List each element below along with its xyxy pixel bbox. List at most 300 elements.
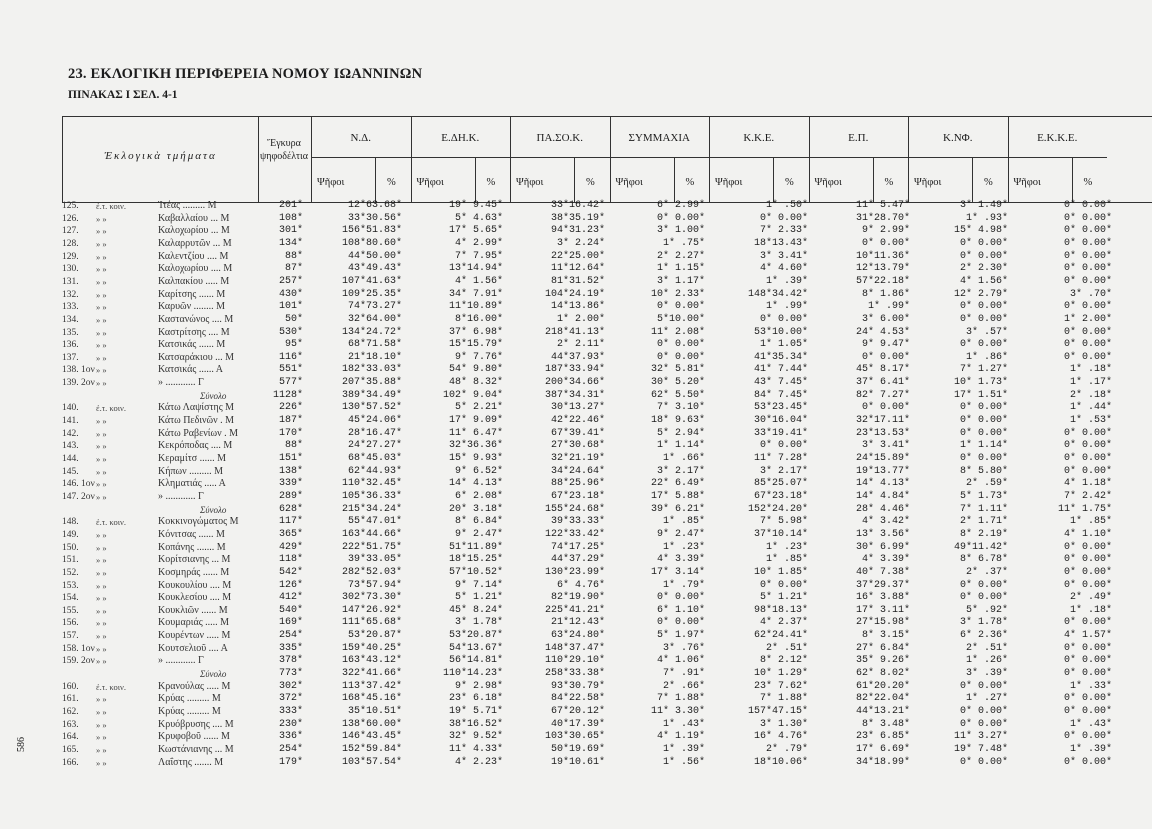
cell-ekke: 0* 0.00* [1063, 200, 1112, 211]
cell-pasok: 19*10.61* [550, 756, 605, 768]
section-type: ἐ.τ. κοιν. [96, 403, 126, 414]
cell-ep: 23*13.53* [855, 427, 910, 439]
percent-subheader: % [387, 177, 396, 188]
table-row [0, 213, 1152, 225]
cell-kke: 148*34.42* [747, 288, 808, 300]
section-name: Κατσαράκιου ... Μ [158, 351, 235, 363]
cell-valid: 88* [284, 440, 303, 452]
cell-pasok: 104*24.19* [544, 288, 605, 300]
cell-knf: 5* .92* [965, 604, 1008, 616]
cell-ekke: 2* .49* [1069, 592, 1112, 604]
cell-kke: 43* 7.45* [753, 377, 808, 389]
section-type: » » [96, 719, 107, 730]
percent-subheader: % [785, 177, 794, 188]
section-number: 146. 1ον [62, 479, 95, 490]
table-row [0, 314, 1152, 326]
cell-knf: 0* 0.00* [959, 718, 1008, 730]
section-type: » » [96, 251, 107, 262]
cell-ep: 34*18.99* [855, 756, 910, 768]
cell-nd: 207*35.88* [341, 377, 402, 389]
cell-knf: 3* 1.78* [959, 617, 1008, 629]
cell-symm: 3* 2.17* [656, 465, 705, 477]
cell-valid: 254* [278, 630, 303, 642]
table-row [0, 744, 1152, 756]
cell-valid: 302* [278, 680, 303, 692]
cell-ekke: 0* 0.00* [1063, 554, 1112, 566]
cell-ep: 37* 6.41* [855, 377, 910, 389]
cell-pasok: 67*39.41* [550, 427, 605, 439]
section-number: 139. 2ον [62, 378, 95, 389]
cell-ep: 28* 4.46* [855, 503, 910, 515]
cell-kke: 7* 2.33* [759, 225, 808, 237]
section-type: » » [96, 416, 107, 427]
table-row [0, 630, 1152, 642]
cell-knf: 0* 0.00* [959, 402, 1008, 414]
cell-symm: 7* 3.10* [656, 402, 705, 414]
section-type: » » [96, 744, 107, 755]
cell-ep: 31*28.70* [855, 212, 910, 224]
cell-ep: 4* 3.39* [861, 554, 910, 566]
cell-edik: 53*20.87* [448, 630, 503, 642]
cell-pasok: 2* 2.11* [556, 339, 605, 351]
cell-ekke: 1* .18* [1069, 604, 1112, 616]
cell-kke: 1* .50* [765, 200, 808, 211]
cell-ekke: 1* .43* [1069, 718, 1112, 730]
cell-nd: 45*24.06* [347, 415, 402, 427]
cell-edik: 20* 3.18* [448, 503, 503, 515]
percent-subheader: % [1083, 177, 1093, 188]
cell-nd: 44*50.00* [347, 250, 402, 262]
section-number: 155. [62, 605, 79, 616]
cell-edik: 13*14.94* [448, 263, 503, 275]
cell-nd: 182*33.03* [341, 364, 402, 376]
cell-valid: 335* [278, 642, 303, 654]
cell-nd: 113*37.42* [341, 680, 402, 692]
section-name: Καλοχωρίου .... Μ [158, 263, 233, 275]
cell-symm: 0* 0.00* [656, 339, 705, 351]
section-type: » » [96, 618, 107, 629]
section-type: » » [96, 466, 107, 477]
section-type: » » [96, 732, 107, 743]
cell-knf: 5* 1.73* [959, 490, 1008, 502]
cell-ep: 17* 6.69* [855, 743, 910, 755]
subcolumn-divider [574, 157, 575, 202]
cell-symm: 5* 1.97* [656, 630, 705, 642]
section-number: 153. [62, 580, 79, 591]
cell-valid: 108* [278, 212, 303, 224]
section-number: 131. [62, 276, 79, 287]
cell-edik: 9* 7.14* [454, 579, 503, 591]
cell-knf: 0* 0.00* [959, 706, 1008, 717]
cell-symm: 2* .66* [662, 680, 705, 692]
cell-kke: 16* 4.76* [753, 731, 808, 743]
cell-ep: 8* 3.48* [861, 718, 910, 730]
cell-ep: 37*29.37* [855, 579, 910, 591]
table-row [0, 301, 1152, 313]
section-name: Κάτω Λαψίστης Μ [158, 402, 235, 414]
header-divider [1008, 157, 1108, 158]
cell-symm: 18* 9.63* [650, 415, 705, 427]
cell-ekke: 3* .70* [1069, 288, 1112, 300]
cell-valid: 339* [278, 478, 303, 490]
section-type: » » [96, 378, 107, 389]
cell-edik: 15* 9.93* [448, 453, 503, 464]
cell-symm: 11* 2.08* [650, 326, 705, 338]
cell-valid: 365* [278, 528, 303, 540]
cell-ekke: 2* .18* [1069, 389, 1112, 401]
table-row [0, 402, 1152, 414]
cell-pasok: 40*17.39* [550, 718, 605, 730]
table-row [0, 757, 1152, 769]
cell-ep: 0* 0.00* [861, 402, 910, 414]
table-row [0, 542, 1152, 554]
cell-pasok: 93*30.79* [550, 680, 605, 692]
percent-subheader: % [884, 177, 894, 188]
cell-symm: 1* .43* [662, 718, 705, 730]
cell-nd: 105*36.33* [341, 490, 402, 502]
section-name: Κωστάνιανης ... Μ [158, 743, 234, 755]
cell-edik: 17* 5.65* [448, 225, 503, 237]
cell-valid: 412* [278, 592, 303, 604]
section-number: 126. [62, 213, 79, 224]
cell-symm: 1* .56* [662, 756, 705, 768]
cell-nd: 163*44.66* [341, 528, 402, 540]
party-header: ΣΥΜΜΑΧΙΑ [628, 132, 690, 144]
section-number: 163. [62, 719, 79, 730]
section-type: » » [96, 593, 107, 604]
cell-ep: 17* 3.11* [855, 604, 910, 616]
section-name: Κουκλεσίου .... Μ [158, 592, 232, 604]
cell-pasok: 21*12.43* [550, 617, 605, 629]
cell-ekke: 0* 0.00* [1063, 212, 1112, 224]
cell-kke: 67*23.18* [753, 490, 808, 502]
cell-kke: 1* .39* [765, 275, 808, 287]
cell-pasok: 39*33.33* [550, 516, 605, 528]
cell-edik: 37* 6.98* [448, 326, 503, 338]
subcolumn-divider [1072, 157, 1073, 202]
cell-pasok: 200*34.66* [544, 377, 605, 389]
header-divider [411, 157, 511, 158]
cell-pasok: 30*13.27* [550, 402, 605, 414]
cell-edik: 6* 2.08* [454, 490, 503, 502]
party-header: Ε.Κ.Κ.Ε. [1037, 132, 1078, 144]
section-number: 166. [62, 757, 79, 768]
cell-nd: 282*52.03* [341, 566, 402, 578]
cell-kke: 33*19.41* [753, 427, 808, 439]
cell-ekke: 0* 0.00* [1063, 693, 1112, 705]
section-name: Καρυῶν ........ Μ [158, 301, 226, 313]
section-number: 165. [62, 744, 79, 755]
cell-nd: 111*65.68* [341, 617, 402, 629]
section-number: 154. [62, 593, 79, 604]
cell-edik: 11*10.89* [448, 301, 503, 313]
cell-ep: 13* 3.56* [855, 528, 910, 540]
section-name: Καλαρρυτῶν ... Μ [158, 237, 232, 249]
cell-symm: 0* 0.00* [656, 592, 705, 604]
cell-kke: 3* 3.41* [759, 250, 808, 262]
cell-edik: 102* 9.04* [442, 389, 503, 401]
cell-ekke: 4* 1.57* [1063, 630, 1112, 642]
cell-kke: 2* .51* [765, 642, 808, 654]
cell-symm: 3* 1.00* [656, 225, 705, 237]
cell-pasok: 14*13.86* [550, 301, 605, 313]
column-divider [809, 117, 810, 202]
section-type: » » [96, 226, 107, 237]
cell-kke: 0* 0.00* [759, 313, 808, 325]
section-number: 151. [62, 555, 79, 566]
cell-pasok: 38*35.19* [550, 212, 605, 224]
cell-nd: 53*20.87* [347, 630, 402, 642]
column-divider [709, 117, 710, 202]
cell-nd: 12*63.68* [347, 200, 402, 211]
cell-valid: 429* [278, 541, 303, 553]
section-name: Κάτω Ραβενίων . Μ [158, 427, 238, 439]
cell-nd: 215*34.24* [341, 503, 402, 515]
cell-nd: 62*44.93* [347, 465, 402, 477]
cell-kke: 18*13.43* [753, 237, 808, 249]
votes-subheader: Ψῆφοι [516, 177, 544, 188]
cell-valid: 540* [278, 604, 303, 616]
cell-ep: 45* 8.17* [855, 364, 910, 376]
cell-edik: 32*36.36* [448, 440, 503, 452]
cell-valid: 116* [278, 351, 303, 363]
section-name: Κρυόβρυσης .... Μ [158, 718, 234, 730]
party-header: ΠΑ.ΣΟ.Κ. [536, 132, 583, 144]
cell-nd: 159*40.25* [341, 642, 402, 654]
section-number: 152. [62, 567, 79, 578]
table-row [0, 200, 1152, 212]
cell-pasok: 122*33.42* [544, 528, 605, 540]
section-number: 150. [62, 542, 79, 553]
table-row [0, 516, 1152, 528]
cell-nd: 130*57.52* [341, 402, 402, 414]
cell-ekke: 7* 2.42* [1063, 490, 1112, 502]
cell-nd: 152*59.84* [341, 743, 402, 755]
cell-valid: 430* [278, 288, 303, 300]
section-name: Κουρέντων ..... Μ [158, 630, 231, 642]
cell-ep: 0* 0.00* [861, 351, 910, 363]
cell-valid: 577* [278, 377, 303, 389]
cell-ekke: 1* .17* [1069, 377, 1112, 389]
cell-nd: 55*47.01* [347, 516, 402, 528]
cell-ep: 40* 7.38* [855, 566, 910, 578]
section-number: 145. [62, 466, 79, 477]
cell-ekke: 1* .44* [1069, 402, 1112, 414]
section-number: 161. [62, 694, 79, 705]
section-name: Καστανώνος .... Μ [158, 313, 234, 325]
section-name: Καλεντζίου .... Μ [158, 250, 229, 262]
subcolumn-divider [773, 157, 774, 202]
cell-ep: 14* 4.13* [855, 478, 910, 490]
cell-knf: 0* 0.00* [959, 415, 1008, 427]
section-type: » » [96, 542, 107, 553]
cell-kke: 10* 1.29* [753, 668, 808, 680]
table-row [0, 377, 1152, 389]
section-type: » » [96, 327, 107, 338]
cell-pasok: 33*16.42* [550, 200, 605, 211]
cell-knf: 0* 0.00* [959, 237, 1008, 249]
table-row [0, 478, 1152, 490]
cell-edik: 3* 1.78* [454, 617, 503, 629]
cell-kke: 30*16.04* [753, 415, 808, 427]
section-type: » » [96, 213, 107, 224]
cell-kke: 37*10.14* [753, 528, 808, 540]
cell-ep: 8* 3.15* [861, 630, 910, 642]
section-type: » » [96, 238, 107, 249]
cell-valid: 372* [278, 693, 303, 705]
cell-edik: 14* 4.13* [448, 478, 503, 490]
section-number: 130. [62, 264, 79, 275]
section-type: » » [96, 454, 107, 464]
cell-knf: 2* .37* [965, 566, 1008, 578]
cell-ep: 82*22.04* [855, 693, 910, 705]
section-number: 137. [62, 352, 79, 363]
section-type: » » [96, 555, 107, 566]
cell-pasok: 82*19.90* [550, 592, 605, 604]
cell-pasok: 67*23.18* [550, 490, 605, 502]
cell-valid: 169* [278, 617, 303, 629]
cell-knf: 7* 1.27* [959, 364, 1008, 376]
cell-valid: 170* [278, 427, 303, 439]
cell-kke: 0* 0.00* [759, 212, 808, 224]
cell-nd: 156*51.83* [341, 225, 402, 237]
section-name: Καλπακίου ..... Μ [158, 275, 230, 287]
cell-knf: 7* 1.11* [959, 503, 1008, 515]
section-name: Κληματιάς ..... Α [158, 478, 226, 490]
header-divider [311, 157, 411, 158]
section-type: » » [96, 340, 107, 351]
section-type: ἐ.τ. κοιν. [96, 201, 126, 211]
cell-nd: 322*41.66* [341, 668, 402, 680]
cell-kke: 3* 2.17* [759, 465, 808, 477]
cell-nd: 103*57.54* [341, 756, 402, 768]
cell-kke: 0* 0.00* [759, 440, 808, 452]
cell-valid: 301* [278, 225, 303, 237]
section-type: » » [96, 567, 107, 578]
section-number: 135. [62, 327, 79, 338]
cell-nd: 39*33.05* [347, 554, 402, 566]
cell-edik: 34* 7.91* [448, 288, 503, 300]
cell-ekke: 0* 0.00* [1063, 326, 1112, 338]
cell-edik: 45* 8.24* [448, 604, 503, 616]
section-type: » » [96, 605, 107, 616]
cell-pasok: 67*20.12* [550, 706, 605, 717]
section-name: Κουτσελιοῦ .... Α [158, 642, 228, 654]
table-row [0, 289, 1152, 301]
cell-nd: 43*49.43* [347, 263, 402, 275]
table-body [0, 200, 1152, 800]
section-name: Σύνολο [200, 504, 227, 515]
cell-edik: 9* 6.52* [454, 465, 503, 477]
cell-edik: 15*15.79* [448, 339, 503, 351]
cell-valid: 50* [284, 313, 303, 325]
cell-kke: 53*10.00* [753, 326, 808, 338]
cell-knf: 0* 0.00* [959, 579, 1008, 591]
section-name: » ............ Γ [158, 490, 204, 502]
section-type: ἐ.τ. κοιν. [96, 517, 126, 528]
section-number: 140. [62, 403, 79, 414]
cell-knf: 1* .93* [965, 212, 1008, 224]
cell-ekke: 4* 1.10* [1063, 528, 1112, 540]
cell-nd: 168*45.16* [341, 693, 402, 705]
cell-nd: 73*57.94* [347, 579, 402, 591]
cell-ep: 19*13.77* [855, 465, 910, 477]
cell-pasok: 11*12.64* [550, 263, 605, 275]
cell-symm: 1* 1.15* [656, 263, 705, 275]
subcolumn-divider [375, 157, 376, 202]
cell-knf: 0* 0.00* [959, 301, 1008, 313]
section-number: 162. [62, 707, 79, 717]
cell-symm: 5* 2.94* [656, 427, 705, 439]
cell-ekke: 0* 0.00* [1063, 351, 1112, 363]
section-number: 158. 1ον [62, 643, 95, 654]
cell-valid: 88* [284, 250, 303, 262]
section-type: » » [96, 289, 107, 300]
cell-symm: 0* 0.00* [656, 351, 705, 363]
cell-ekke: 1* .39* [1069, 743, 1112, 755]
total-row [0, 668, 1152, 680]
cell-kke: 7* 1.88* [759, 693, 808, 705]
cell-nd: 32*64.00* [347, 313, 402, 325]
cell-pasok: 130*23.99* [544, 566, 605, 578]
cell-ekke: 0* 0.00* [1063, 465, 1112, 477]
cell-symm: 1* .66* [662, 453, 705, 464]
cell-valid: 378* [278, 655, 303, 667]
party-header: Ν.Δ. [350, 132, 372, 144]
section-number: 138. 1ον [62, 365, 95, 376]
cell-ekke: 0* 0.00* [1063, 655, 1112, 667]
cell-ekke: 4* 1.18* [1063, 478, 1112, 490]
table-row [0, 693, 1152, 705]
cell-valid: 151* [278, 453, 303, 464]
section-name: Καρίτσης ...... Μ [158, 288, 226, 300]
cell-nd: 134*24.72* [341, 326, 402, 338]
cell-valid: 126* [278, 579, 303, 591]
cell-knf: 2* 2.30* [959, 263, 1008, 275]
party-header: Κ.Κ.Ε. [743, 132, 775, 144]
section-name: Λαΐστης ....... Μ [158, 756, 224, 768]
cell-knf: 2* .59* [965, 478, 1008, 490]
cell-valid: 230* [278, 718, 303, 730]
cell-valid: 95* [284, 339, 303, 351]
cell-symm: 4* 3.39* [656, 554, 705, 566]
cell-symm: 39* 6.21* [650, 503, 705, 515]
cell-edik: 54*13.67* [448, 642, 503, 654]
cell-kke: 18*10.06* [753, 756, 808, 768]
cell-knf: 17* 1.51* [953, 389, 1008, 401]
cell-knf: 12* 2.79* [953, 288, 1008, 300]
cell-symm: 4* 1.06* [656, 655, 705, 667]
cell-valid: 1128* [272, 389, 303, 401]
table-row [0, 225, 1152, 237]
cell-nd: 138*60.00* [341, 718, 402, 730]
section-name: » ............ Γ [158, 655, 204, 667]
cell-ep: 30* 6.99* [855, 541, 910, 553]
cell-pasok: 44*37.29* [550, 554, 605, 566]
section-name: Κοσμηράς ...... Μ [158, 566, 230, 578]
section-type: » » [96, 365, 107, 376]
cell-edik: 9* 2.98* [454, 680, 503, 692]
cell-edik: 17* 9.09* [448, 415, 503, 427]
cell-pasok: 34*24.64* [550, 465, 605, 477]
cell-valid: 773* [278, 668, 303, 680]
cell-ekke: 1* .18* [1069, 364, 1112, 376]
cell-pasok: 50*19.69* [550, 743, 605, 755]
cell-valid: 201* [278, 200, 303, 211]
cell-ep: 14* 4.84* [855, 490, 910, 502]
cell-valid: 134* [278, 237, 303, 249]
section-type: » » [96, 302, 107, 313]
